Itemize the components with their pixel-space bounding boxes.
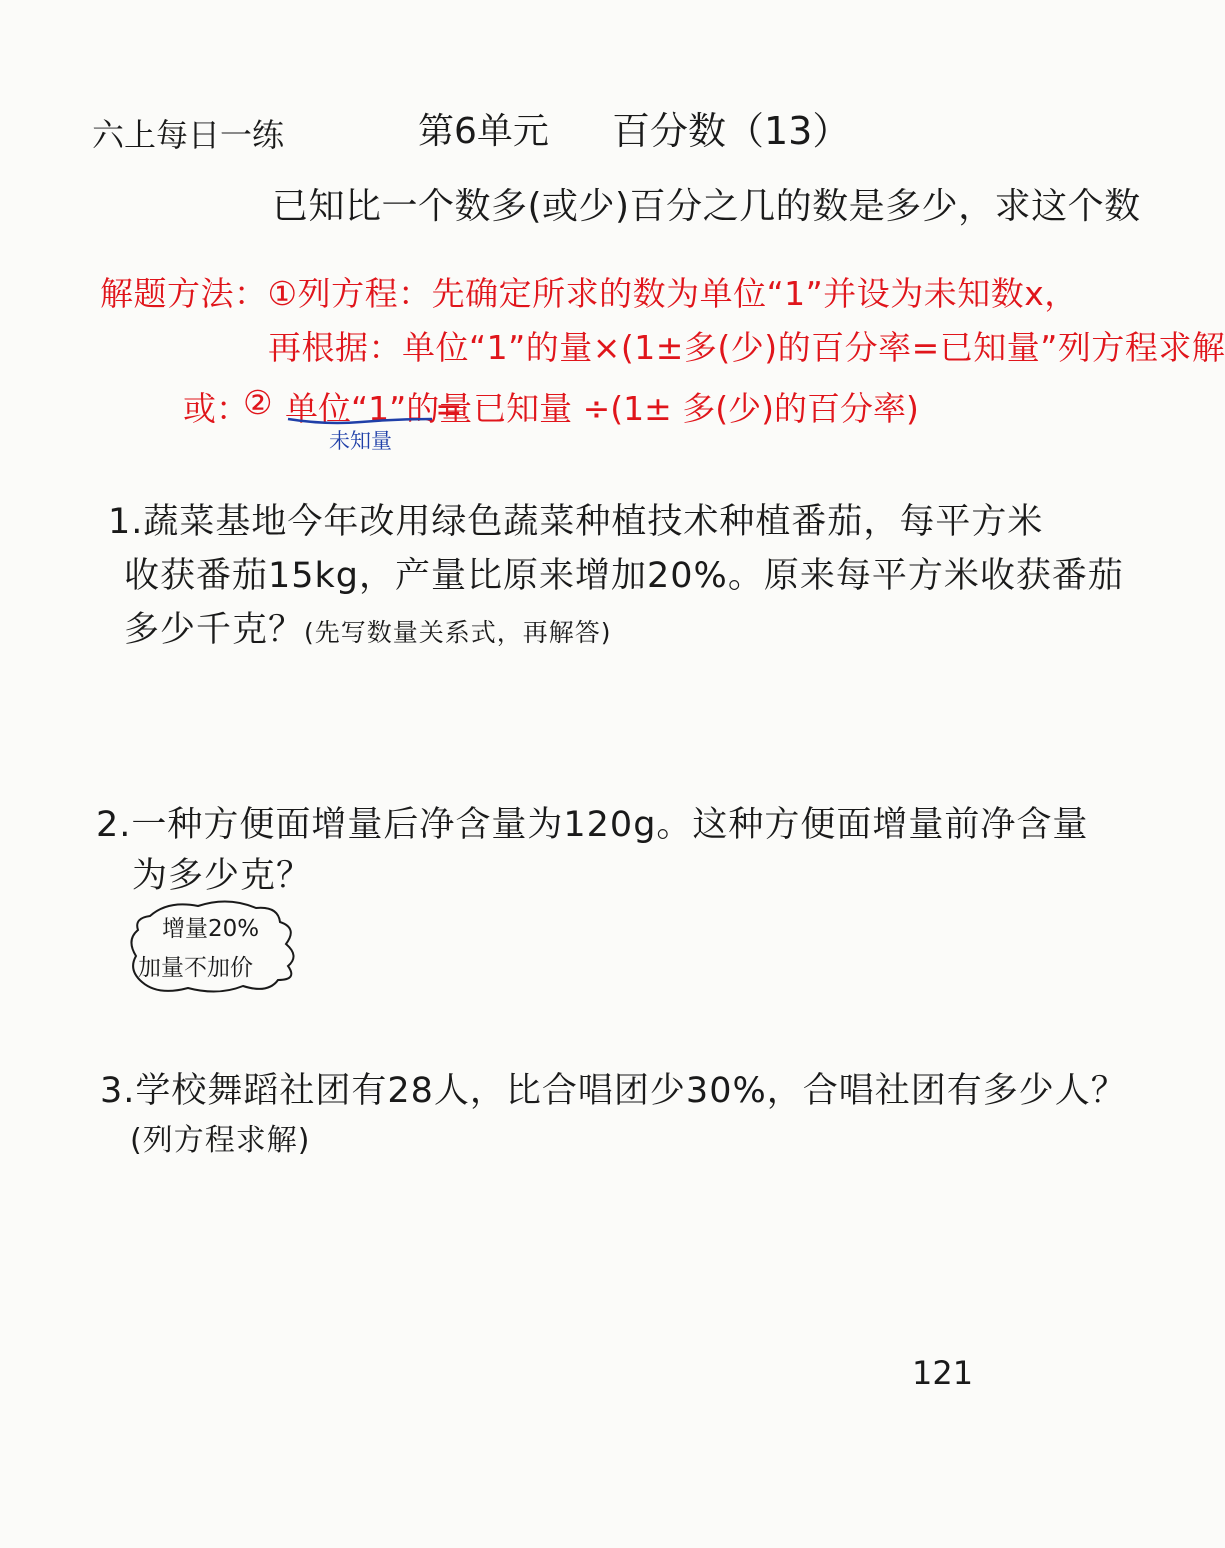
question-1-instruction: (先写数量关系式，再解答) xyxy=(304,618,612,647)
lesson-subtitle: 已知比一个数多(或少)百分之几的数是多少，求这个数 xyxy=(272,186,1141,227)
burst-text-same-price: 加量不加价 xyxy=(138,955,253,981)
question-1-line-2: 收获番茄15kg，产量比原来增加20%。原来每平方米收获番茄 xyxy=(124,556,1124,596)
burst-text-increase: 增量20% xyxy=(162,916,260,942)
method-line-3-formula: = 已知量 ÷(1± 多(少)的百分率) xyxy=(435,389,919,428)
promo-burst-bubble xyxy=(128,896,308,996)
method-line-3-unit: 单位“1”的量 xyxy=(285,389,473,428)
method-line-3-number: ② xyxy=(243,383,273,422)
unit-label: 第6单元 xyxy=(418,111,549,152)
unknown-quantity-note: 未知量 xyxy=(329,429,392,453)
question-1-line-1: 1.蔬菜基地今年改用绿色蔬菜种植技术种植番茄，每平方米 xyxy=(108,502,1044,542)
method-line-3-lead: 或： xyxy=(183,389,249,428)
question-2-line-2: 为多少克？ xyxy=(132,856,313,896)
question-1-ask: 多少千克？ xyxy=(124,610,305,650)
question-1-line-3 xyxy=(124,602,612,661)
method-line-2: 再根据：单位“1”的量×(1±多(少)的百分率=已知量”列方程求解 xyxy=(268,328,1225,367)
worksheet-series-label: 六上每日一练 xyxy=(92,116,285,154)
page-number: 121 xyxy=(912,1354,974,1392)
topic-title: 百分数（13） xyxy=(612,109,851,153)
question-3-instruction: (列方程求解) xyxy=(130,1123,311,1158)
method-line-1: 解题方法：①列方程：先确定所求的数为单位“1”并设为未知数x， xyxy=(100,274,1078,313)
question-3-line-1: 3.学校舞蹈社团有28人，比合唱团少30%，合唱社团有多少人？ xyxy=(100,1071,1127,1111)
question-2-line-1: 2.一种方便面增量后净含量为120g。这种方便面增量前净含量 xyxy=(96,805,1089,845)
